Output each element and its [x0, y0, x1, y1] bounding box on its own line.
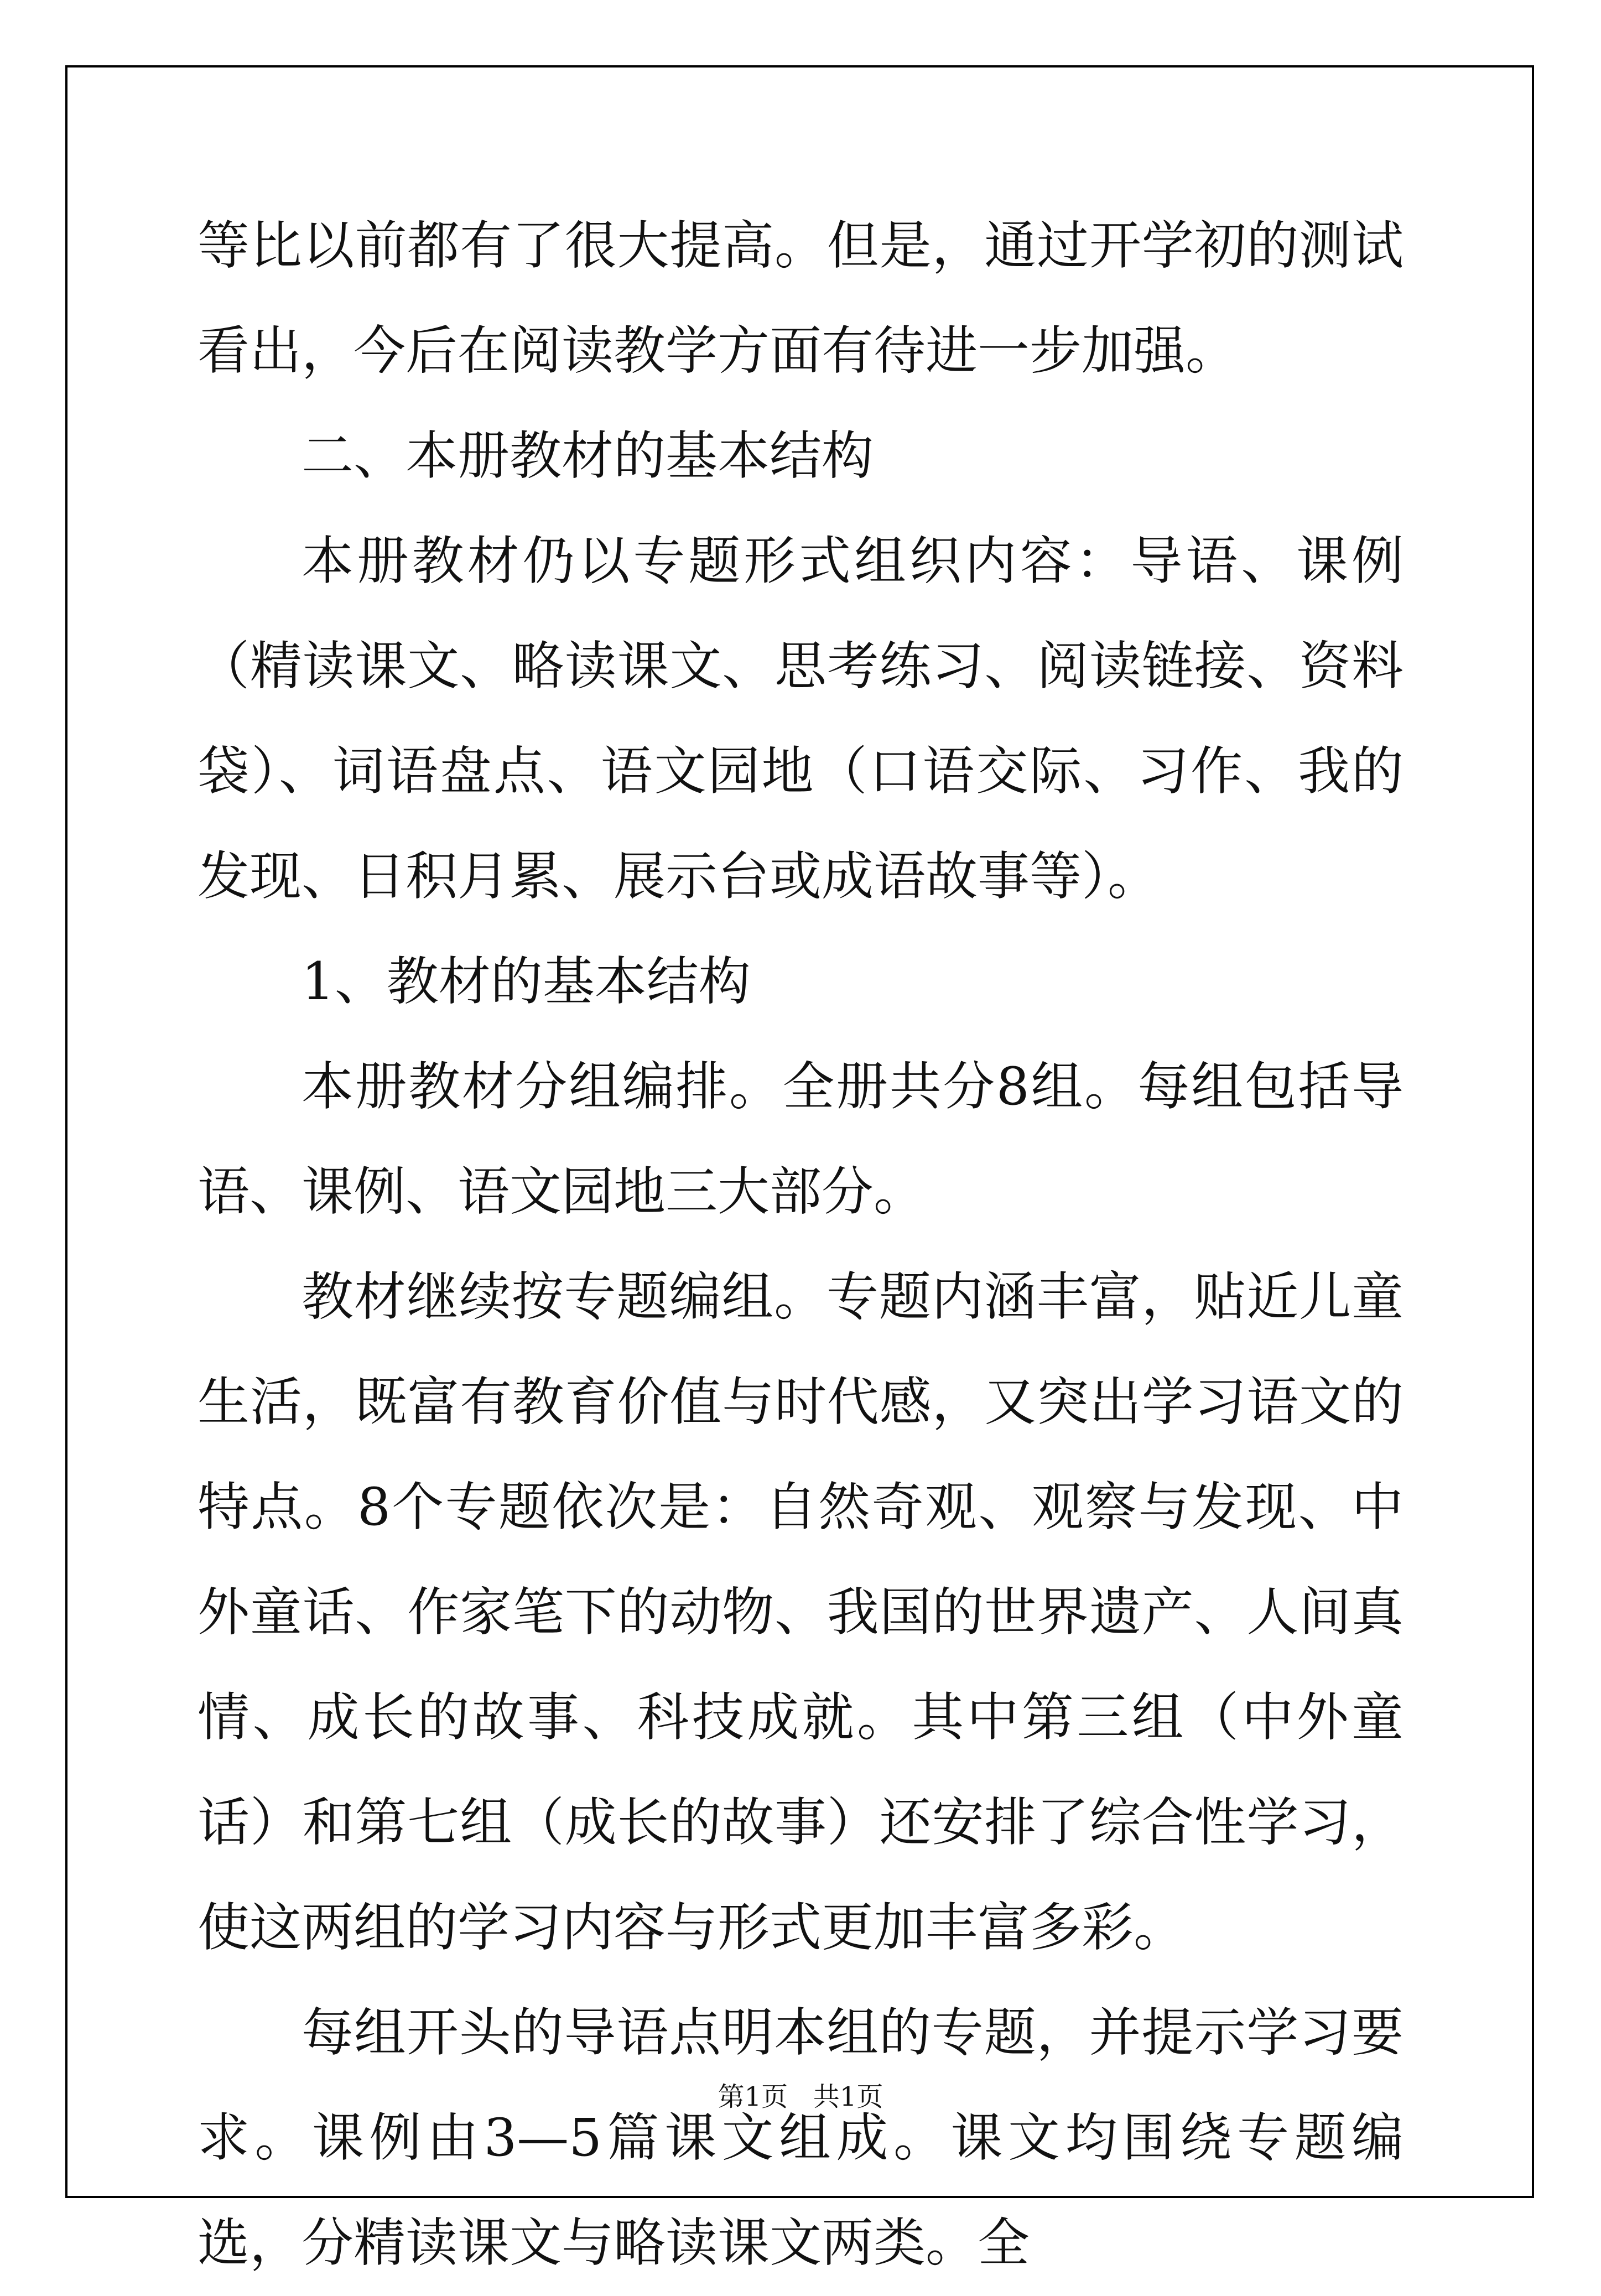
paragraph-continuation: 等比以前都有了很大提高。但是，通过开学初的测试看出，今后在阅读教学方面有待进一步加强。: [197, 216, 1404, 381]
page-number: 第1页: [718, 2081, 788, 2112]
page-total: 共1页: [813, 2081, 883, 2112]
paragraph-content-organization: 本册教材仍以专题形式组织内容：导语、课例（精读课文、略读课文、思考练习、阅读链接、资料袋）、词语盘点、语文园地（口语交际、习作、我的发现、日积月累、展示台或成语故事等）。: [197, 531, 1404, 907]
paragraph-lesson-structure: 每组开头的导语点明本组的专题，并提示学习要求。课例由3—5篇课文组成。课文均围绕专题编选，分精读课文与略读课文两类。全: [197, 2003, 1404, 2273]
document-body: [197, 194, 1404, 2296]
paragraph-grouping: 本册教材分组编排。全册共分8组。每组包括导语、课例、语文园地三大部分。: [197, 1057, 1404, 1222]
subsection-heading-basic-structure: 1、教材的基本结构: [302, 952, 751, 1012]
paragraph-topics: 教材继续按专题编组。专题内涵丰富，贴近儿童生活，既富有教育价值与时代感，又突出学习语文的特点。8个专题依次是：自然奇观、观察与发现、中外童话、作家笔下的动物、我国的世界遗产、人间真情、成长的故事、科技成就。其中第三组（中外童话）和第七组（成长的故事）还安排了综合性学习，使这两组的学习内容与形式更加丰富多彩。: [197, 1267, 1404, 1958]
page-footer: [0, 2080, 1601, 2113]
section-heading-structure: 二、本册教材的基本结构: [302, 426, 874, 486]
